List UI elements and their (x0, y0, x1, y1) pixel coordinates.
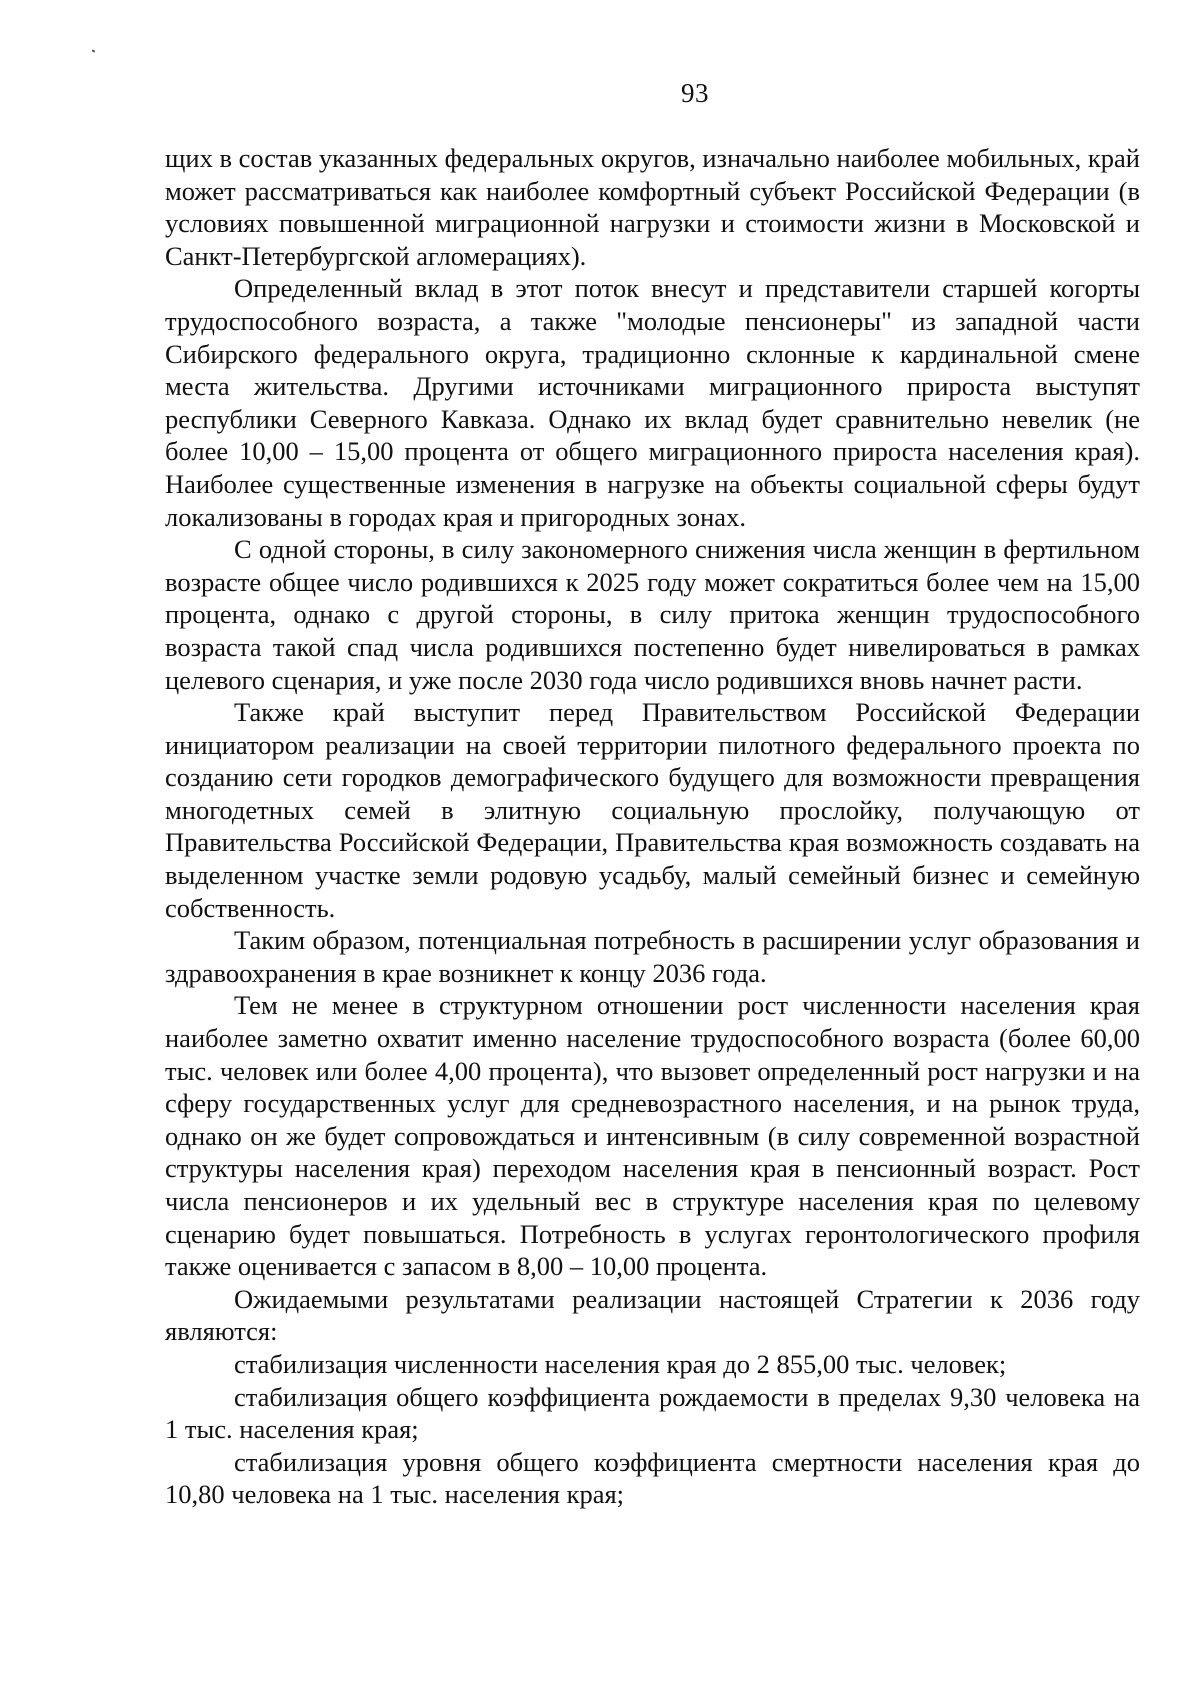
paragraph: Таким образом, потенциальная потребность в расширении услуг образования и здравоохранения в крае возникнет к концу 2036 года. (165, 925, 1140, 988)
body-text (165, 142, 1140, 1511)
paragraph: Определенный вклад в этот поток внесут и представители старшей когорты трудоспособного возраста, а также "молодые пенсионеры" из западной части Сибирского федерального округа, традиционно склонные к кардинальной смене места жительства. Другими источниками миграционного прироста выступят республики Северного Кавказа. Однако их вклад будет сравнительно невелик (не более 10,00 – 15,00 процента от общего миграционного прироста населения края). Наиболее существенные изменения в нагрузке на объекты социальной сферы будут локализованы в городах края и пригородных зонах. (165, 273, 1140, 532)
paragraph: Тем не менее в структурном отношении рост численности населения края наиболее заметно охватит именно население трудоспособного возраста (более 60,00 тыс. человек или более 4,00 процента), что вызовет определенный рост нагрузки и на сферу государственных услуг для средневозрастного населения, и на рынок труда, однако он же будет сопровождаться и интенсивным (в силу современной возрастной структуры населения края) переходом населения края в пенсионный возраст. Рост числа пенсионеров и их удельный вес в структуре населения края по целевому сценарию будет повышаться. Потребность в услугах геронтологического профиля также оценивается с запасом в 8,00 – 10,00 процента. (165, 990, 1140, 1282)
paragraph: С одной стороны, в силу закономерного снижения числа женщин в фертильном возрасте общее число родившихся к 2025 году может сократиться более чем на 15,00 процента, однако с другой стороны, в силу притока женщин трудоспособного возраста такой спад числа родившихся постепенно будет нивелироваться в рамках целевого сценария, и уже после 2030 года число родившихся вновь начнет расти. (165, 534, 1140, 695)
list-item: стабилизация уровня общего коэффициента смертности населения края до 10,80 человека на 1 тыс. населения края; (165, 1446, 1140, 1510)
paragraph: Ожидаемыми результатами реализации настоящей Стратегии к 2036 году являются: (165, 1283, 1140, 1347)
paragraph: Также край выступит перед Правительством Российской Федерации инициатором реализации на своей территории пилотного федерального проекта по созданию сети городков демографического будущего для возможности превращения многодетных семей в элитную социальную прослойку, получающую от Правительства Российской Федерации, Правительства края возможность создавать на выделенном участке земли родовую усадьбу, малый семейный бизнес и семейную собственность. (165, 697, 1140, 923)
page-number: 93 (681, 78, 709, 108)
list-item: стабилизация численности населения края до 2 855,00 тыс. человек; (234, 1348, 1007, 1379)
scan-speck (92, 49, 96, 52)
list-item: стабилизация общего коэффициента рождаемости в пределах 9,30 человека на 1 тыс. населения края; (165, 1381, 1140, 1445)
paragraph: щих в состав указанных федеральных округов, изначально наиболее мобильных, край может рассматриваться как наиболее комфортный субъект Российской Федерации (в условиях повышенной миграционной нагрузки и стоимости жизни в Московской и Санкт-Петербургской агломерациях). (165, 143, 1140, 271)
